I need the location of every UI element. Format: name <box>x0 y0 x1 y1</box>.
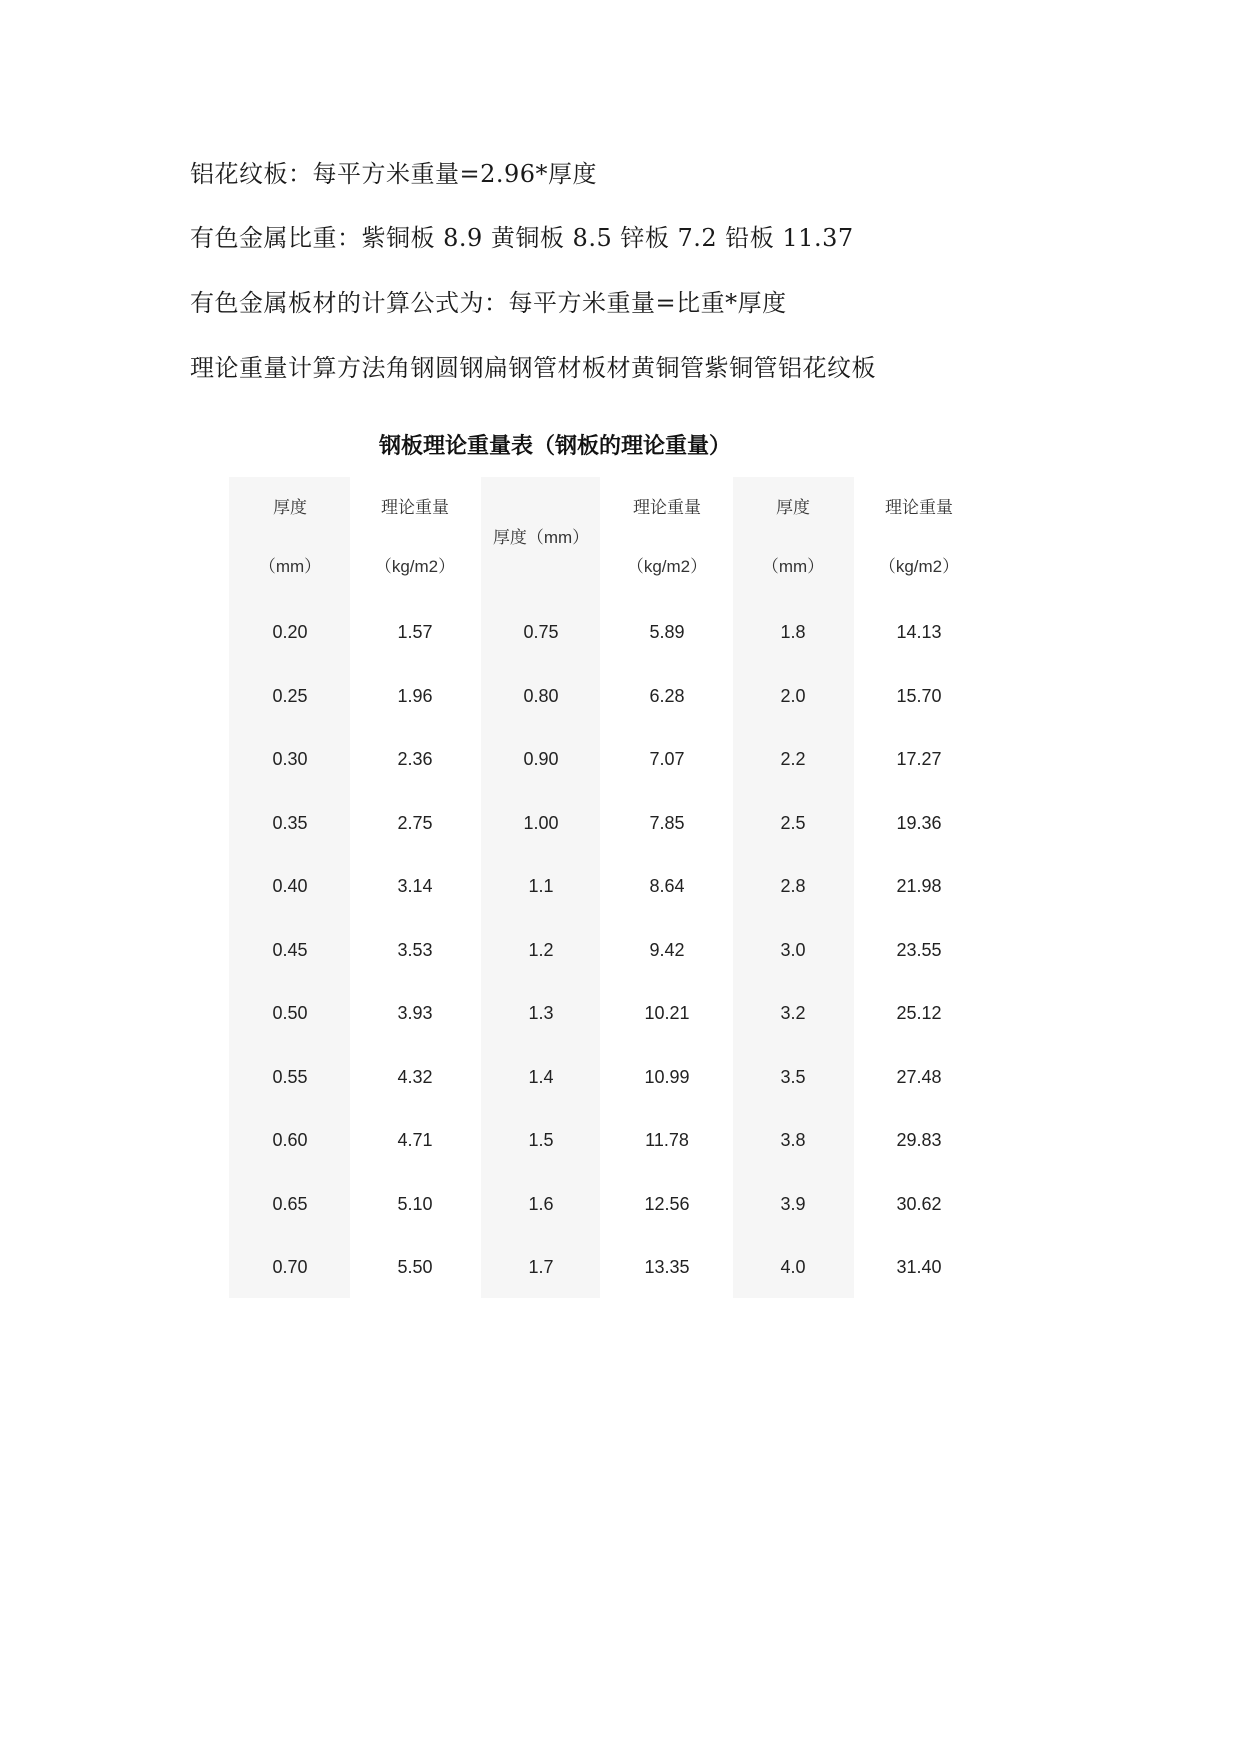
table-cell: 4.32 <box>397 1066 433 1087</box>
table-cell: 2.75 <box>397 812 433 833</box>
table-cell: 4.0 <box>780 1257 806 1277</box>
table-cell: 7.85 <box>649 812 685 833</box>
table-cell: 3.8 <box>780 1130 806 1150</box>
table-cell: 2.8 <box>780 876 806 896</box>
table-cell: 9.42 <box>649 939 685 960</box>
table-cell: 13.35 <box>644 1257 690 1277</box>
paragraph-aluminum-plate: 铝花纹板：每平方米重量=2.96*厚度 <box>190 160 598 188</box>
column-header-unit: （kg/m2） <box>626 557 708 576</box>
table-cell: 11.78 <box>645 1130 689 1150</box>
table-cell: 15.70 <box>896 685 942 706</box>
table-cell: 1.2 <box>528 939 554 960</box>
table-cell: 0.50 <box>272 1003 308 1023</box>
table-cell: 0.25 <box>272 685 308 706</box>
table-cell: 4.71 <box>397 1130 433 1150</box>
table-cell: 2.36 <box>397 749 433 769</box>
table-cell: 10.99 <box>644 1066 690 1087</box>
table-cell: 0.45 <box>272 939 308 960</box>
table-cell: 5.89 <box>649 622 685 642</box>
table-cell: 27.48 <box>896 1066 942 1087</box>
table-cell: 14.13 <box>896 622 942 642</box>
table-cell: 0.40 <box>272 876 308 896</box>
table-cell: 0.65 <box>272 1193 308 1214</box>
table-cell: 0.55 <box>272 1066 308 1087</box>
table-cell: 23.55 <box>896 939 942 960</box>
table-cell: 31.40 <box>896 1257 942 1277</box>
table-title: 钢板理论重量表（钢板的理论重量） <box>378 434 731 459</box>
table-cell: 1.1 <box>528 876 554 896</box>
table-cell: 1.00 <box>523 812 559 833</box>
paragraph-calculation-methods: 理论重量计算方法角钢圆钢扁钢管材板材黄铜管紫铜管铝花纹板 <box>190 354 876 382</box>
paragraph-formula: 有色金属板材的计算公式为：每平方米重量=比重*厚度 <box>190 289 787 317</box>
table-cell: 1.3 <box>528 1003 554 1023</box>
table-cell: 1.7 <box>528 1257 554 1277</box>
table-cell: 25.12 <box>896 1003 942 1023</box>
table-cell: 21.98 <box>896 876 942 896</box>
table-cell: 7.07 <box>649 749 685 769</box>
table-cell: 0.30 <box>272 749 308 769</box>
table-cell: 0.75 <box>523 622 559 642</box>
table-cell: 1.4 <box>528 1066 554 1087</box>
table-cell: 3.2 <box>780 1003 806 1023</box>
table-cell: 0.90 <box>523 749 559 769</box>
table-cell: 1.6 <box>528 1193 554 1214</box>
table-cell: 5.50 <box>397 1257 433 1277</box>
table-cell: 3.0 <box>780 939 806 960</box>
table-cell: 3.53 <box>397 939 433 960</box>
table-cell: 1.5 <box>528 1130 554 1150</box>
table-cell: 3.5 <box>780 1066 806 1087</box>
table-cell: 12.56 <box>644 1193 690 1214</box>
column-header-line1: 厚度 <box>273 498 307 517</box>
table-cell: 3.14 <box>397 876 433 896</box>
table-cell: 6.28 <box>649 685 685 706</box>
table-cell: 0.60 <box>272 1130 308 1150</box>
column-header-line1: 厚度 <box>776 498 810 517</box>
table-cell: 1.57 <box>397 622 433 642</box>
column-header: 厚度（mm） <box>492 528 590 547</box>
column-header-unit: （kg/m2） <box>374 557 456 576</box>
table-cell: 2.0 <box>780 685 806 706</box>
table-cell: 0.35 <box>272 812 308 833</box>
table-cell: 19.36 <box>896 812 942 833</box>
table-cell: 0.70 <box>272 1257 308 1277</box>
column-header-unit: （mm） <box>761 557 825 576</box>
column-header-line1: 理论重量 <box>381 498 449 517</box>
paragraph-nonferrous-density: 有色金属比重：紫铜板 8.9 黄铜板 8.5 锌板 7.2 铅板 11.37 <box>190 224 854 252</box>
table-cell: 29.83 <box>896 1130 942 1150</box>
table-cell: 2.5 <box>780 812 806 833</box>
table-cell: 0.80 <box>523 685 559 706</box>
column-header-unit: （mm） <box>258 557 322 576</box>
table-cell: 3.93 <box>397 1003 433 1023</box>
table-cell: 2.2 <box>780 749 806 769</box>
table-cell: 17.27 <box>896 749 942 769</box>
column-header-unit: （kg/m2） <box>878 557 960 576</box>
table-cell: 0.20 <box>272 622 308 642</box>
table-cell: 1.8 <box>780 622 806 642</box>
table-cell: 3.9 <box>780 1193 806 1214</box>
table-cell: 30.62 <box>896 1193 942 1214</box>
table-cell: 8.64 <box>649 876 685 896</box>
table-cell: 5.10 <box>397 1193 433 1214</box>
table-cell: 1.96 <box>397 685 433 706</box>
table-cell: 10.21 <box>644 1003 690 1023</box>
column-header-line1: 理论重量 <box>633 498 701 517</box>
column-header-line1: 理论重量 <box>885 498 953 517</box>
